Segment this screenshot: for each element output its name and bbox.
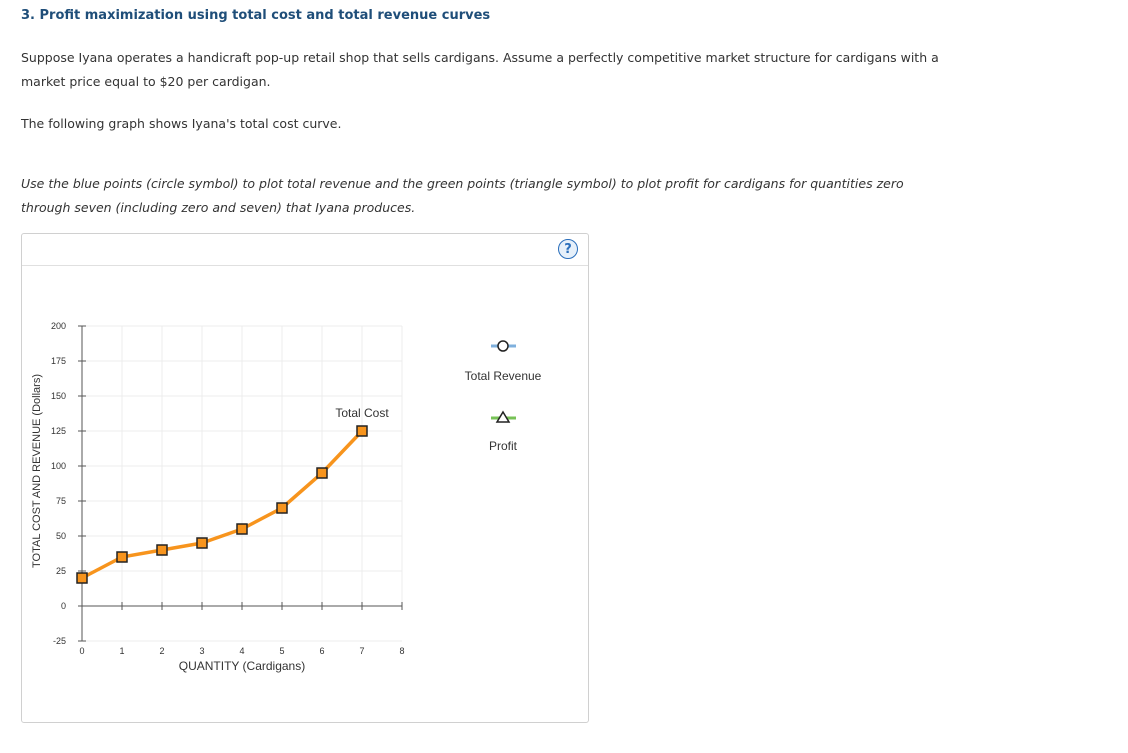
- x-tick-label: 4: [239, 646, 245, 656]
- total-cost-point[interactable]: [157, 545, 167, 555]
- y-tick-label: 0: [60, 601, 66, 611]
- x-tick-label: 2: [159, 646, 165, 656]
- total-cost-point[interactable]: [317, 468, 327, 478]
- y-tick-label: 25: [55, 566, 66, 576]
- legend-profit[interactable]: [489, 412, 518, 453]
- chart-grid: [82, 326, 402, 641]
- help-icon[interactable]: ?: [558, 239, 578, 259]
- total-cost-point[interactable]: [237, 524, 247, 534]
- question-title: 3. Profit maximization using total cost and total revenue curves: [21, 8, 491, 23]
- total-cost-series-label: Total Cost: [335, 406, 389, 420]
- x-tick-label: 6: [319, 646, 325, 656]
- y-tick-label: 150: [50, 391, 66, 401]
- x-tick-label: 8: [399, 646, 405, 656]
- chart-series[interactable]: [77, 406, 389, 583]
- y-tick-label: 75: [55, 496, 66, 506]
- x-tick-label: 3: [199, 646, 205, 656]
- instructions: Use the blue points (circle symbol) to plot total revenue and the green points (triangle symbol) to plot profit for cardigans for quantities zero through seven (including zero and seven) that Iyana produces.: [21, 176, 904, 215]
- x-axis-label: QUANTITY (Cardigans): [178, 659, 306, 673]
- y-tick-label: 125: [50, 426, 66, 436]
- question-intro: Suppose Iyana operates a handicraft pop-up retail shop that sells cardigans. Assume a perfectly competitive market structure for cardigans with a market price equal to $20 per cardigan.: [21, 50, 939, 89]
- total-cost-point[interactable]: [197, 538, 207, 548]
- graph-panel: [21, 233, 589, 723]
- legend-label-total-revenue: Total Revenue: [464, 369, 542, 383]
- x-tick-label: 0: [79, 646, 85, 656]
- circle-marker-icon[interactable]: [498, 341, 508, 351]
- x-tick-label: 5: [279, 646, 285, 656]
- y-tick-label: 175: [50, 356, 66, 366]
- total-cost-point[interactable]: [357, 426, 367, 436]
- y-tick-label: 100: [50, 461, 66, 471]
- x-tick-label: 7: [359, 646, 365, 656]
- y-tick-label: 50: [55, 531, 66, 541]
- y-axis-label: TOTAL COST AND REVENUE (Dollars): [31, 374, 43, 568]
- y-tick-label: 200: [50, 321, 66, 331]
- total-cost-point[interactable]: [117, 552, 127, 562]
- chart-svg[interactable]: [22, 266, 588, 722]
- y-tick-label: -25: [52, 636, 66, 646]
- legend-total-revenue[interactable]: [465, 341, 542, 383]
- x-tick-label: 1: [119, 646, 125, 656]
- total-cost-point[interactable]: [277, 503, 287, 513]
- graph-intro: The following graph shows Iyana's total cost curve.: [21, 116, 342, 131]
- total-cost-point[interactable]: [77, 573, 87, 583]
- legend-label-profit: Profit: [488, 439, 518, 453]
